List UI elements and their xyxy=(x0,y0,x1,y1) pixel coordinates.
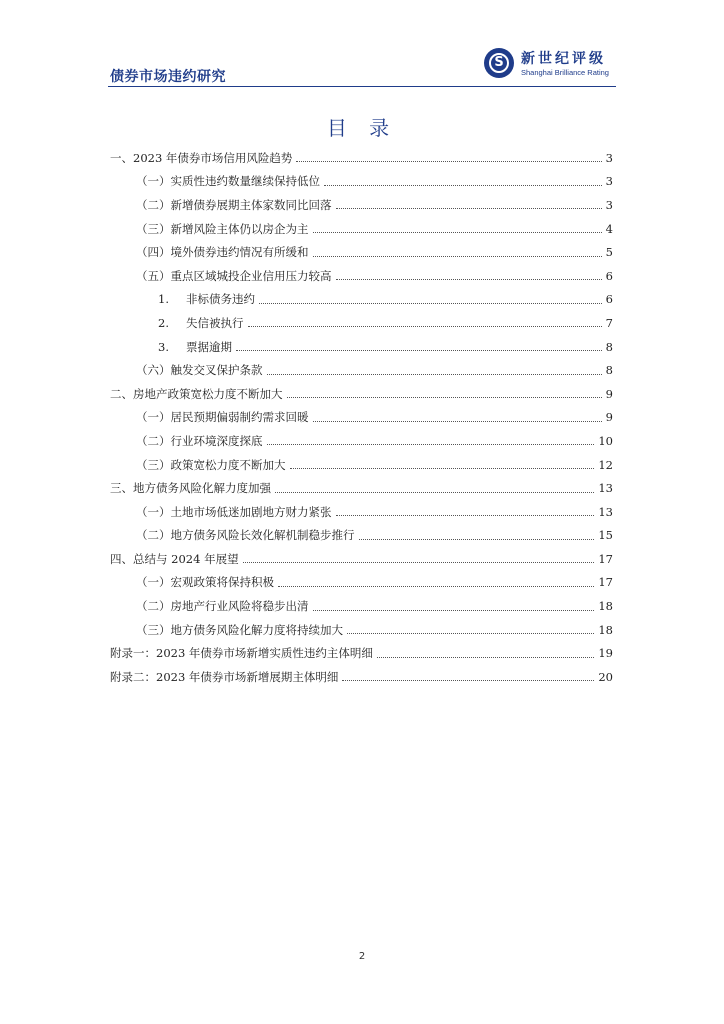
toc-entry-label: （一）实质性违约数量继续保持低位 xyxy=(136,174,320,189)
toc-entry-text: 票据逾期 xyxy=(186,339,232,354)
toc-entry[interactable] xyxy=(110,524,613,548)
toc-entry[interactable] xyxy=(110,547,613,571)
toc-entry-label: （五）重点区域城投企业信用压力较高 xyxy=(136,268,332,283)
toc-entry-label: （一）宏观政策将保持积极 xyxy=(136,575,274,590)
toc-entry-page: 20 xyxy=(598,669,613,684)
toc-entry-page: 3 xyxy=(605,150,613,165)
toc-dot-leader xyxy=(377,657,594,658)
toc-dot-leader xyxy=(324,185,602,186)
toc-entry-text: 失信被执行 xyxy=(186,315,244,330)
toc-entry-number: 2. xyxy=(158,315,169,330)
toc-dot-leader xyxy=(313,610,595,611)
toc-entry-page: 18 xyxy=(598,599,613,614)
toc-dot-leader xyxy=(236,350,602,351)
toc-entry-label: 三、地方债务风险化解力度加强 xyxy=(110,481,271,496)
toc-entry[interactable] xyxy=(110,500,613,524)
toc-entry[interactable] xyxy=(110,571,613,595)
toc-entry[interactable] xyxy=(110,665,613,689)
toc-entry-page: 10 xyxy=(598,433,613,448)
toc-entry-page: 9 xyxy=(605,386,613,401)
toc-entry-label xyxy=(158,291,257,307)
toc-dot-leader xyxy=(313,232,602,233)
logo-english-name: Shanghai Brilliance Rating xyxy=(521,68,609,77)
toc-entry[interactable] xyxy=(110,641,613,665)
toc-entry-label: 附录二：2023 年债券市场新增展期主体明细 xyxy=(110,669,339,684)
toc-entry-label: （三）政策宽松力度不断加大 xyxy=(136,457,286,472)
toc-entry[interactable] xyxy=(110,335,613,359)
toc-dot-leader xyxy=(243,562,595,563)
toc-dot-leader xyxy=(248,326,602,327)
toc-entry-label: （一）居民预期偏弱制约需求回暖 xyxy=(136,410,309,425)
toc-entry-label: 一、2023 年债券市场信用风险趋势 xyxy=(110,150,293,165)
toc-entry[interactable] xyxy=(110,264,613,288)
toc-entry-page: 17 xyxy=(598,575,613,590)
document-running-title: 债券市场违约研究 xyxy=(110,69,226,85)
toc-entry[interactable] xyxy=(110,288,613,312)
toc-entry-label xyxy=(158,315,246,331)
toc-entry-page: 9 xyxy=(605,410,613,425)
toc-entry-label: 四、总结与 2024 年展望 xyxy=(110,551,239,566)
toc-dot-leader xyxy=(267,374,602,375)
logo-emblem-icon xyxy=(484,48,514,78)
toc-entry-label: （六）触发交叉保护条款 xyxy=(136,363,263,378)
toc-entry[interactable] xyxy=(110,382,613,406)
toc-dot-leader xyxy=(336,515,595,516)
toc-entry[interactable] xyxy=(110,406,613,430)
table-of-contents xyxy=(110,146,613,689)
toc-entry-label: （四）境外债券违约情况有所缓和 xyxy=(136,245,309,260)
toc-entry-page: 8 xyxy=(605,363,613,378)
logo-chinese-name: 新世纪评级 xyxy=(521,51,606,67)
toc-dot-leader xyxy=(336,279,602,280)
toc-entry[interactable] xyxy=(110,240,613,264)
toc-dot-leader xyxy=(267,444,595,445)
toc-entry-page: 12 xyxy=(598,457,613,472)
toc-dot-leader xyxy=(313,256,602,257)
toc-entry-label: 附录一：2023 年债券市场新增实质性违约主体明细 xyxy=(110,646,373,661)
toc-entry-page: 3 xyxy=(605,197,613,212)
toc-dot-leader xyxy=(336,208,602,209)
toc-dot-leader xyxy=(313,421,602,422)
toc-entry-page: 15 xyxy=(598,528,613,543)
toc-dot-leader xyxy=(275,492,594,493)
toc-entry[interactable] xyxy=(110,594,613,618)
toc-entry-label: （一）土地市场低迷加剧地方财力紧张 xyxy=(136,504,332,519)
toc-entry-page: 13 xyxy=(598,504,613,519)
toc-entry-label: （二）行业环境深度探底 xyxy=(136,433,263,448)
toc-entry-page: 4 xyxy=(605,221,613,236)
toc-entry-page: 6 xyxy=(605,268,613,283)
logo-mark: S xyxy=(494,55,504,70)
toc-entry-page: 7 xyxy=(605,315,613,330)
toc-dot-leader xyxy=(342,680,594,681)
toc-dot-leader xyxy=(359,539,595,540)
toc-entry-page: 13 xyxy=(598,481,613,496)
toc-entry-page: 6 xyxy=(605,292,613,307)
toc-entry[interactable] xyxy=(110,618,613,642)
toc-dot-leader xyxy=(290,468,595,469)
toc-entry-label: （二）新增债券展期主体家数同比回落 xyxy=(136,197,332,212)
page-number: 2 xyxy=(358,951,366,962)
toc-entry-page: 19 xyxy=(598,646,613,661)
toc-entry[interactable] xyxy=(110,358,613,382)
toc-entry-page: 18 xyxy=(598,622,613,637)
toc-entry-label: （二）地方债务风险长效化解机制稳步推行 xyxy=(136,528,355,543)
toc-entry[interactable] xyxy=(110,170,613,194)
toc-heading: 目 录 xyxy=(326,116,398,140)
toc-entry-text: 非标债务违约 xyxy=(186,292,255,307)
toc-entry[interactable] xyxy=(110,429,613,453)
company-logo xyxy=(484,46,614,82)
toc-dot-leader xyxy=(278,586,594,587)
toc-entry-label xyxy=(158,339,234,355)
toc-entry-page: 8 xyxy=(605,339,613,354)
toc-entry-number: 3. xyxy=(158,339,169,354)
toc-dot-leader xyxy=(347,633,594,634)
toc-entry-label: 二、房地产政策宽松力度不断加大 xyxy=(110,386,283,401)
toc-entry-number: 1. xyxy=(158,292,169,307)
toc-dot-leader xyxy=(259,303,602,304)
toc-entry-page: 5 xyxy=(605,245,613,260)
toc-entry-page: 3 xyxy=(605,174,613,189)
toc-entry[interactable] xyxy=(110,453,613,477)
toc-entry-label: （三）地方债务风险化解力度将持续加大 xyxy=(136,622,343,637)
toc-entry[interactable] xyxy=(110,476,613,500)
toc-entry[interactable] xyxy=(110,193,613,217)
toc-dot-leader xyxy=(287,397,602,398)
toc-entry[interactable] xyxy=(110,146,613,170)
toc-entry[interactable] xyxy=(110,311,613,335)
toc-dot-leader xyxy=(296,161,601,162)
toc-entry-label: （二）房地产行业风险将稳步出清 xyxy=(136,599,309,614)
toc-entry-label: （三）新增风险主体仍以房企为主 xyxy=(136,221,309,236)
toc-entry-page: 17 xyxy=(598,551,613,566)
toc-entry[interactable] xyxy=(110,217,613,241)
header-divider xyxy=(108,86,616,87)
